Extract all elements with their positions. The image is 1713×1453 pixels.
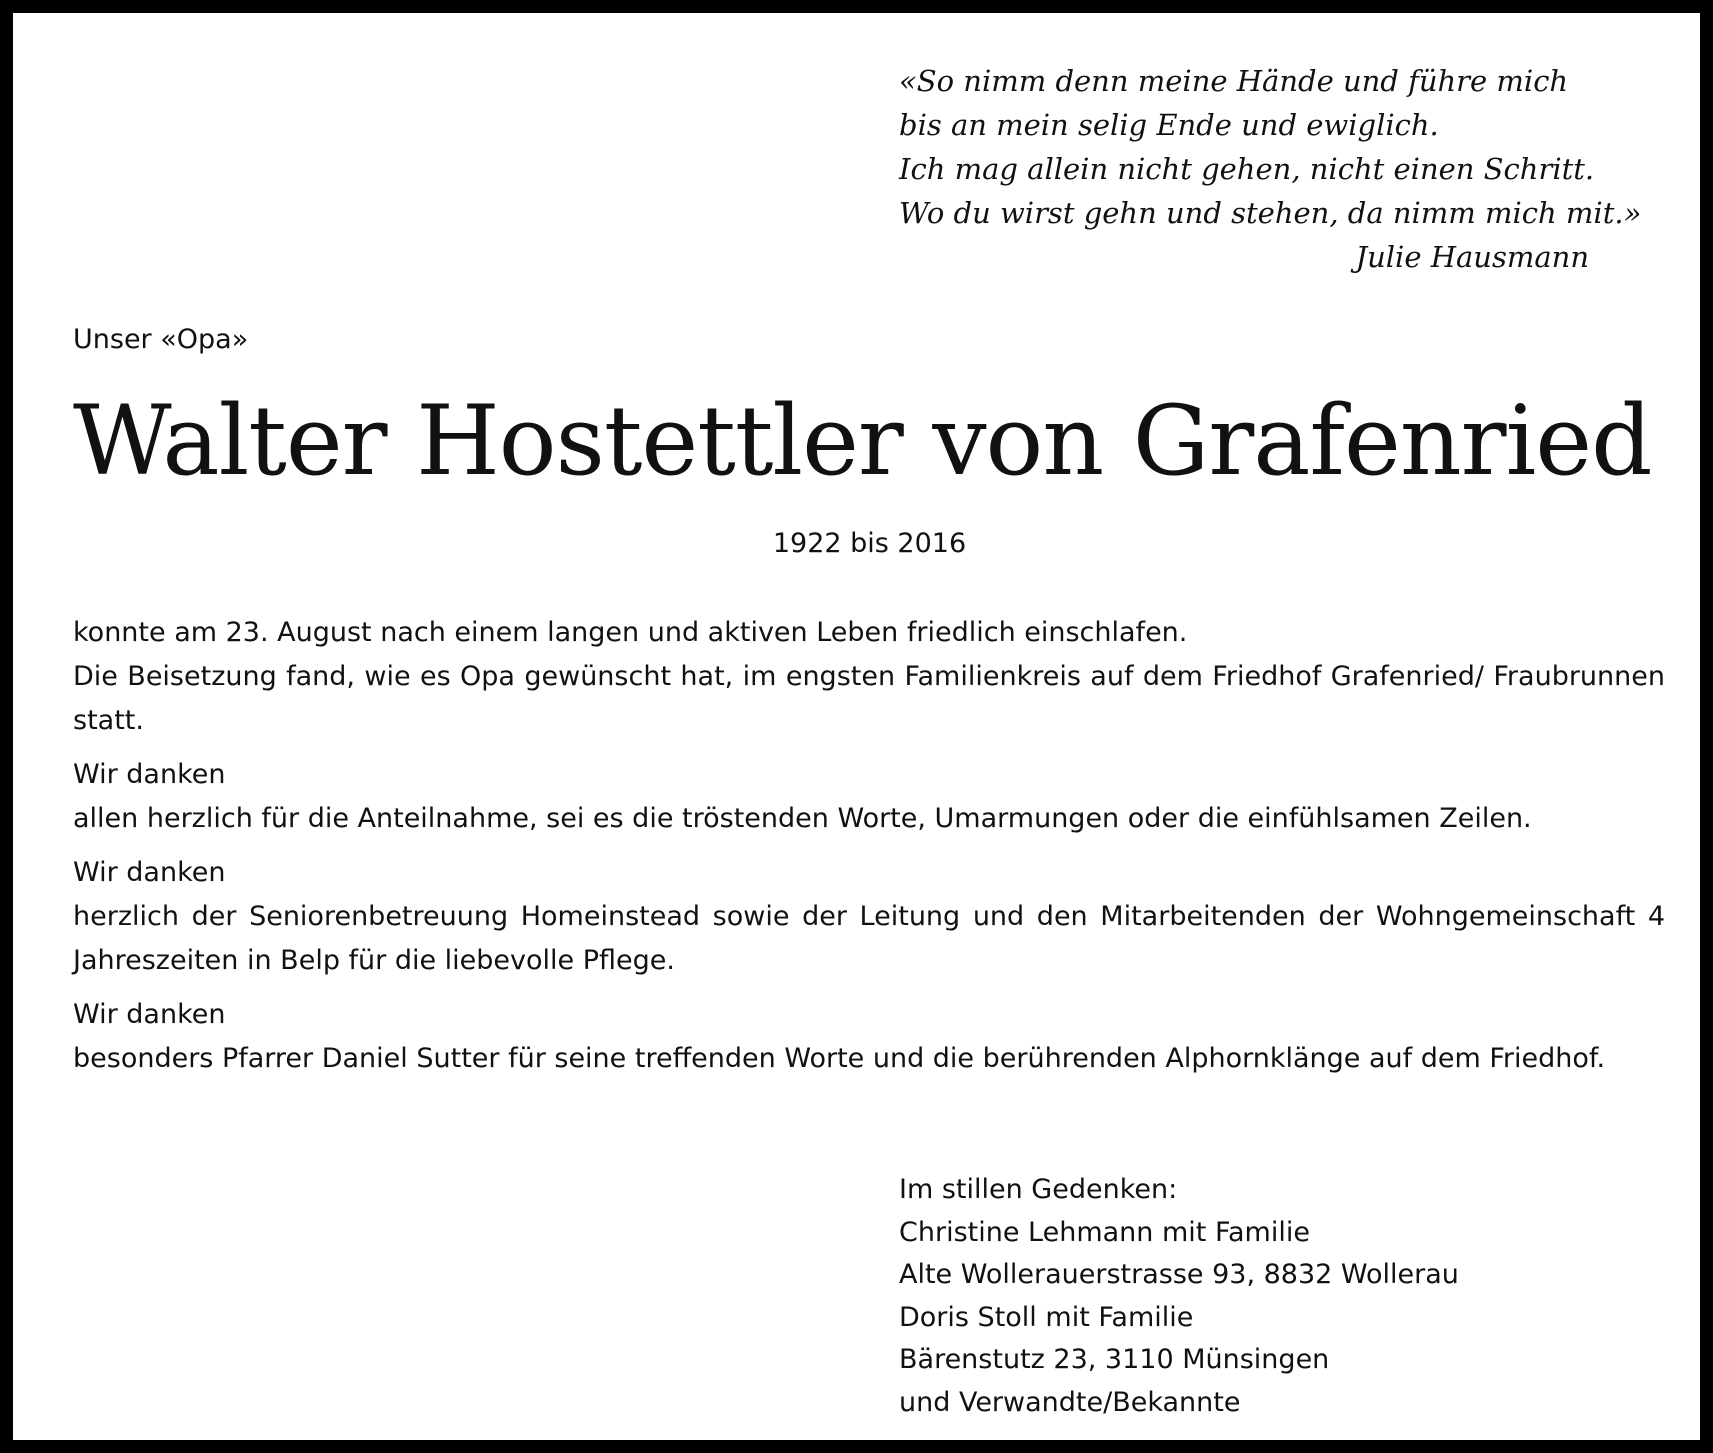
poem-line: «So nimm denn meine Hände und führe mich — [899, 64, 1569, 98]
poem-line: Wo du wirst gehn und stehen, da nimm mich mit.» — [899, 196, 1642, 230]
poem-line: Ich mag allein nicht gehen, nicht einen Schritt. — [899, 152, 1595, 186]
signoff-line: Im stillen Gedenken: — [899, 1174, 1178, 1205]
announcement-text: konnte am 23. August nach einem langen und aktiven Leben friedlich einschlafen. — [73, 617, 1188, 648]
poem-author: Julie Hausmann — [1355, 240, 1589, 274]
signoff-line: und Verwandte/Bekannte — [899, 1386, 1241, 1418]
thanks-heading: Wir danken — [73, 759, 226, 790]
poem-quote — [899, 59, 1642, 279]
intro-label: Unser «Opa» — [73, 324, 249, 355]
thanks-text: herzlich der Seniorenbetreuung Homeinstead sowie der Leitung und den Mitarbeitenden der Wohngemeinschaft 4 Jahreszeiten in Belp für die liebevolle Pflege. — [73, 901, 1665, 976]
notice-body — [73, 611, 1665, 1081]
burial-text: Die Beisetzung fand, wie es Opa gewünscht hat, im engsten Familienkreis auf dem Friedhof Grafenried/ Fraubrunnen statt. — [73, 661, 1665, 736]
life-years: 1922 bis 2016 — [772, 528, 967, 559]
signoff-line: Bärenstutz 23, 3110 Münsingen — [899, 1344, 1330, 1375]
signoff-line: Doris Stoll mit Familie — [899, 1301, 1194, 1333]
thanks-heading: Wir danken — [73, 999, 226, 1030]
signoff-block — [899, 1169, 1659, 1424]
signoff-line: Alte Wollerauerstrasse 93, 8832 Wollerau — [899, 1259, 1459, 1290]
poem-line: bis an mein selig Ende und ewiglich. — [899, 108, 1439, 142]
signoff-line: Christine Lehmann mit Familie — [899, 1216, 1310, 1248]
thanks-text: besonders Pfarrer Daniel Sutter für seine treffenden Worte und die berührenden Alphornklänge auf dem Friedhof. — [73, 1043, 1606, 1074]
deceased-name: Walter Hostettler von Grafenried — [73, 385, 1652, 497]
thanks-heading: Wir danken — [73, 857, 226, 888]
thanks-text: allen herzlich für die Anteilnahme, sei es die tröstenden Worte, Umarmungen oder die einfühlsamen Zeilen. — [73, 803, 1532, 834]
